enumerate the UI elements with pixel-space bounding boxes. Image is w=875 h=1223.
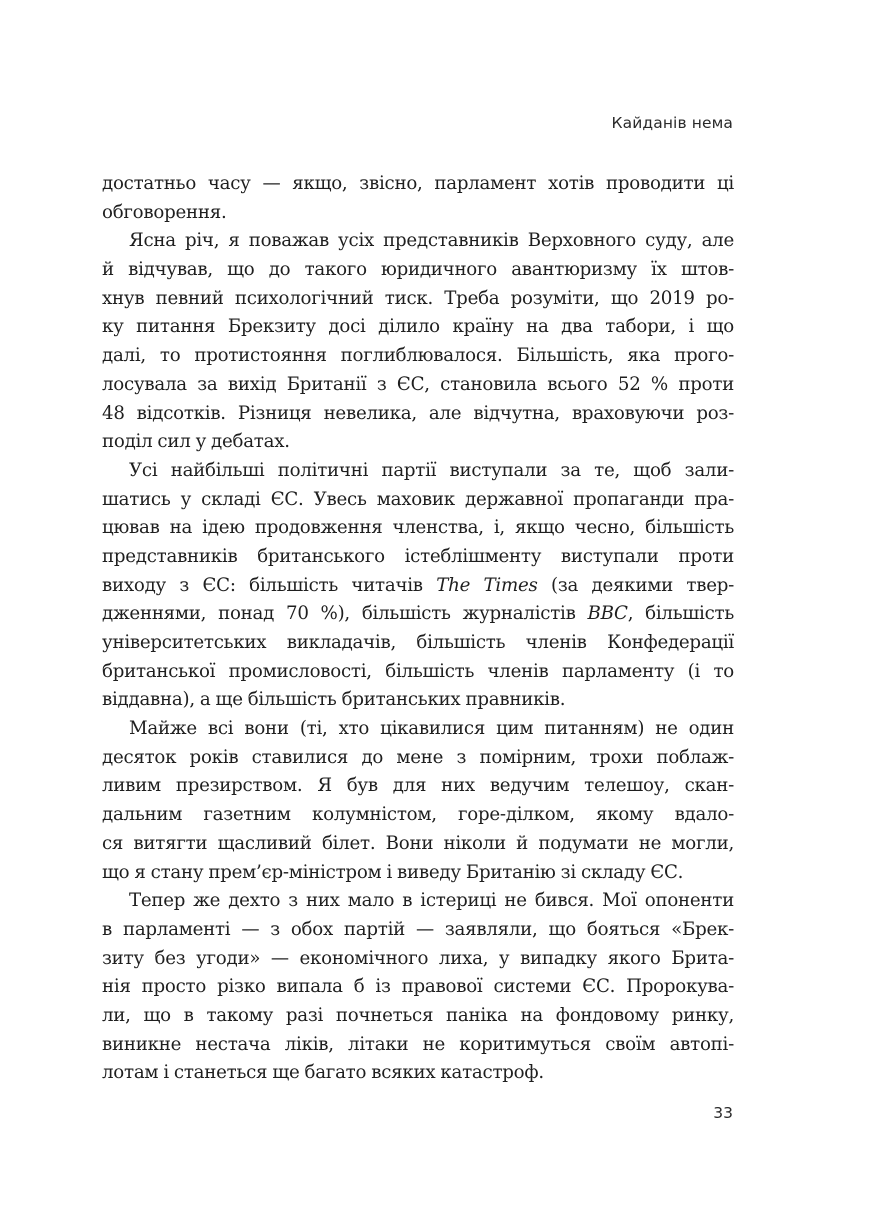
text-line: обговорення. [102, 201, 227, 223]
text-line: достатньо часу — якщо, звісно, парламент хотів проводити ці [102, 173, 734, 194]
text-line: виникне нестача ліків, літаки не коритимуться своїм автопі- [102, 1033, 734, 1055]
text-line: ся витягти щасливий білет. Вони ніколи й подумати не могли, [102, 832, 734, 854]
text-line: Тепер же дехто з них мало в істериці не бився. Мої опоненти [129, 890, 734, 912]
text-line: Усі найбільші політичні партії виступали за те, щоб зали- [129, 459, 734, 481]
text-line: що я стану прем’єр-міністром і виведу Британію зі складу ЄС. [102, 861, 684, 883]
text-line: лотам і станеться ще багато всяких катастроф. [102, 1062, 544, 1084]
page-number: 33 [713, 1104, 733, 1122]
text-line: десяток років ставилися до мене з помірним, трохи поблаж- [102, 746, 734, 768]
text-line: університетських викладачів, більшість членів Конфедерації [102, 632, 734, 653]
publication-name: The Times [436, 574, 538, 596]
text-line: виходу з ЄС: більшість читачів The Times (за деякими твер- [102, 574, 735, 596]
text-line: цював на ідею продовження членства, і, якщо чесно, більшість [102, 517, 734, 539]
text-line: віддавна), а ще більшість британських правників. [102, 689, 566, 711]
running-head: Кайданів нема [611, 114, 733, 132]
text-line: шатись у складі ЄС. Увесь маховик державної пропаганди пра- [102, 488, 734, 510]
text-line: зиту без угоди» — економічного лиха, у випадку якого Брита- [102, 947, 734, 969]
text-line: ку питання Брекзиту досі ділило країну на два табори, і що [102, 316, 734, 338]
text-line: Майже всі вони (ті, хто цікавилися цим питанням) не один [129, 718, 734, 740]
text-line: в парламенті — з обох партій — заявляли, що бояться «Брек- [102, 918, 734, 940]
body-text [102, 170, 734, 1088]
text-line: хнув певний психологічний тиск. Треба розуміти, що 2019 ро- [102, 287, 734, 309]
text-line: поділ сил у дебатах. [102, 431, 290, 453]
text-line: лосувала за вихід Британії з ЄС, становила всього 52 % проти [102, 373, 734, 395]
text-line: далі, то протистояння поглиблювалося. Більшість, яка прого- [102, 345, 734, 367]
text-line: дженнями, понад 70 %), більшість журналістів BBC, більшість [102, 603, 734, 625]
text-line: британської промисловості, більшість членів парламенту (і то [102, 660, 734, 682]
text-line: 48 відсотків. Різниця невелика, але відчутна, враховуючи роз- [102, 402, 734, 424]
text-line: ливим презирством. Я був для них ведучим телешоу, скан- [102, 775, 734, 797]
publication-name: BBC [587, 603, 628, 625]
text-line: й відчував, що до такого юридичного авантюризму їх штов- [102, 259, 734, 281]
text-line: дальним газетним колумністом, горе-ділком, якому вдало- [102, 804, 734, 826]
text-line: нія просто різко випала б із правової системи ЄС. Пророкува- [102, 976, 734, 998]
text-line: Ясна річ, я поважав усіх представників Верховного суду, але [129, 230, 734, 252]
text-line: ли, що в такому разі почнеться паніка на фондовому ринку, [102, 1004, 734, 1026]
text-line: представників британського істеблішменту виступали проти [102, 545, 734, 567]
